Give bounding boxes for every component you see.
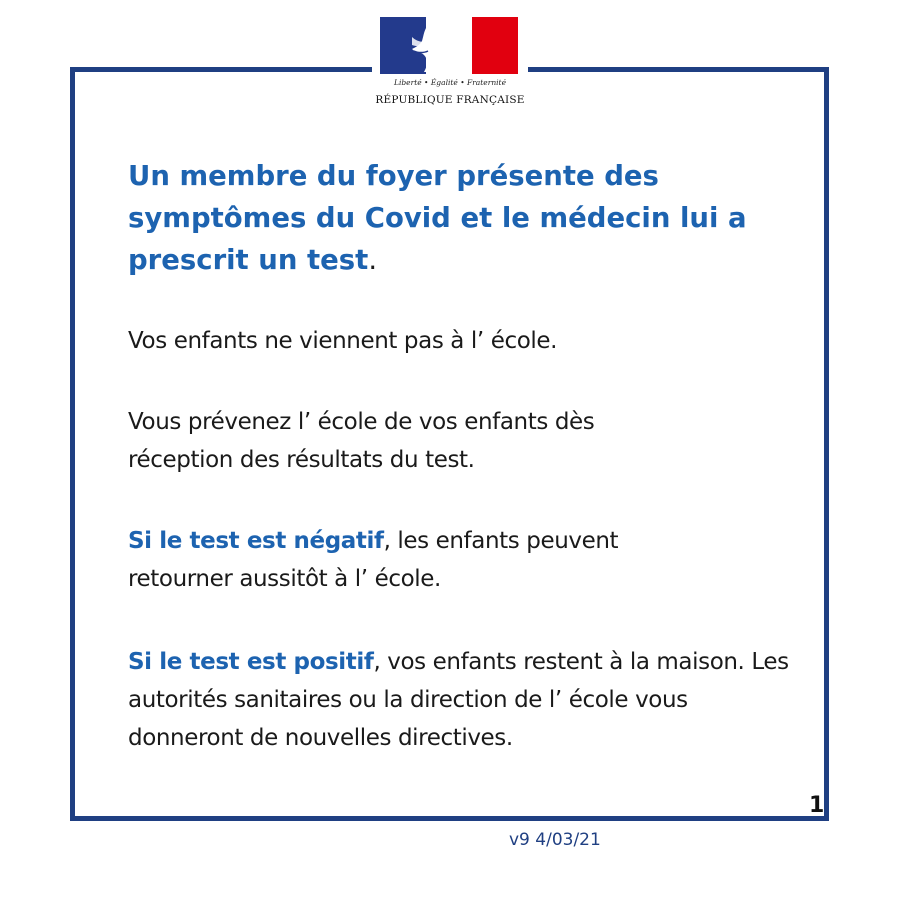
french-flag-emblem [380, 17, 518, 74]
paragraph-positive-test [128, 643, 793, 757]
headline-period: . [368, 244, 378, 276]
headline-text: Un membre du foyer présente des symptômes du Covid et le médecin lui a prescrit un test [128, 160, 747, 276]
positive-test-text: , vos enfants restent à la maison. Les autorités sanitaires ou la direction de l’ école vous donneront de nouvelles directives. [128, 649, 789, 751]
page-title [128, 155, 798, 281]
republique-francaise-logo [372, 14, 528, 120]
paragraph-notify-school: Vous prévenez l’ école de vos enfants dès réception des résultats du test. [128, 409, 595, 473]
version-date: v9 4/03/21 [509, 830, 601, 850]
republic-name: RÉPUBLIQUE FRANÇAISE [375, 94, 525, 106]
negative-test-highlight: Si le test est négatif [128, 528, 384, 554]
republic-motto: Liberté • Égalité • Fraternité [393, 78, 507, 87]
page-number: 1 [809, 793, 825, 818]
paragraph-negative-test [128, 522, 688, 598]
negative-test-text: , les enfants peuvent retourner aussitôt à l’ école. [128, 528, 619, 592]
marianne-profile-icon [402, 17, 462, 74]
paragraph-no-school: Vos enfants ne viennent pas à l’ école. [128, 328, 558, 354]
positive-test-highlight: Si le test est positif [128, 649, 374, 675]
